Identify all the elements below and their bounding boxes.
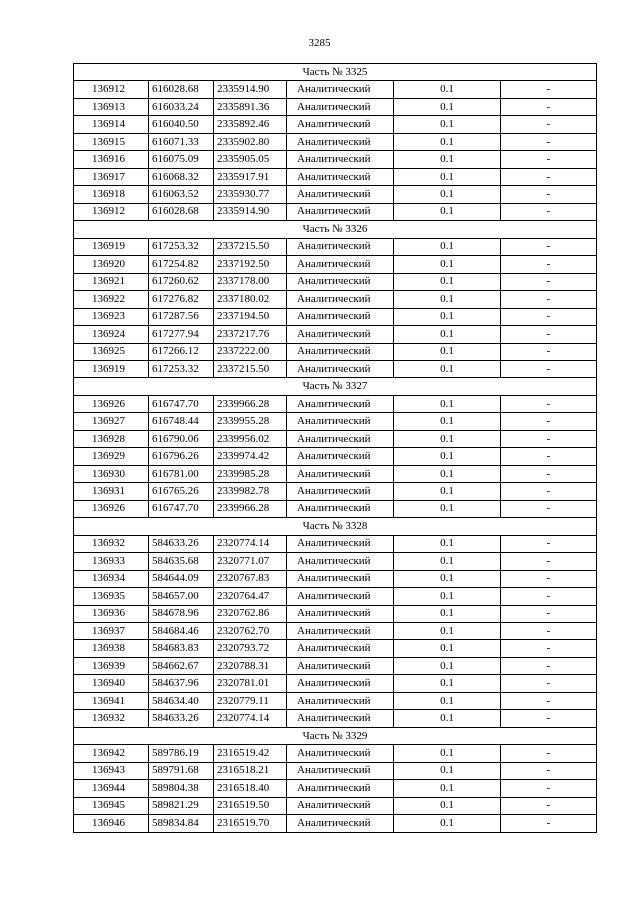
method-cell: Аналитический [287, 605, 394, 622]
x-coordinate-cell: 616747.70 [149, 500, 214, 517]
note-cell: - [501, 448, 597, 465]
x-coordinate-cell: 589821.29 [149, 797, 214, 814]
accuracy-cell: 0.1 [394, 762, 501, 779]
y-coordinate-cell: 2320762.70 [214, 623, 287, 640]
section-title: Часть № 3328 [74, 518, 597, 535]
section-header-row [74, 64, 597, 81]
x-coordinate-cell: 584684.46 [149, 623, 214, 640]
table-row [74, 657, 597, 674]
method-cell: Аналитический [287, 797, 394, 814]
x-coordinate-cell: 617253.32 [149, 238, 214, 255]
point-id-cell: 136929 [74, 448, 149, 465]
method-cell: Аналитический [287, 308, 394, 325]
y-coordinate-cell: 2316519.42 [214, 745, 287, 762]
method-cell: Аналитический [287, 623, 394, 640]
x-coordinate-cell: 616747.70 [149, 395, 214, 412]
method-cell: Аналитический [287, 657, 394, 674]
table-row [74, 238, 597, 255]
point-id-cell: 136931 [74, 483, 149, 500]
y-coordinate-cell: 2339956.02 [214, 430, 287, 447]
method-cell: Аналитический [287, 291, 394, 308]
y-coordinate-cell: 2339966.28 [214, 395, 287, 412]
accuracy-cell: 0.1 [394, 273, 501, 290]
table-row [74, 203, 597, 220]
table-row [74, 483, 597, 500]
y-coordinate-cell: 2316519.50 [214, 797, 287, 814]
note-cell: - [501, 762, 597, 779]
point-id-cell: 136926 [74, 395, 149, 412]
method-cell: Аналитический [287, 762, 394, 779]
table-row [74, 326, 597, 343]
note-cell: - [501, 570, 597, 587]
section-title: Часть № 3327 [74, 378, 597, 395]
accuracy-cell: 0.1 [394, 500, 501, 517]
method-cell: Аналитический [287, 535, 394, 552]
y-coordinate-cell: 2337215.50 [214, 238, 287, 255]
x-coordinate-cell: 616063.52 [149, 186, 214, 203]
x-coordinate-cell: 584657.00 [149, 588, 214, 605]
y-coordinate-cell: 2316518.40 [214, 780, 287, 797]
section-header-row [74, 518, 597, 535]
note-cell: - [501, 413, 597, 430]
y-coordinate-cell: 2320793.72 [214, 640, 287, 657]
x-coordinate-cell: 589786.19 [149, 745, 214, 762]
y-coordinate-cell: 2335891.36 [214, 98, 287, 115]
section-header-row [74, 727, 597, 744]
method-cell: Аналитический [287, 151, 394, 168]
y-coordinate-cell: 2335905.05 [214, 151, 287, 168]
x-coordinate-cell: 616068.32 [149, 168, 214, 185]
accuracy-cell: 0.1 [394, 623, 501, 640]
accuracy-cell: 0.1 [394, 553, 501, 570]
accuracy-cell: 0.1 [394, 710, 501, 727]
y-coordinate-cell: 2337192.50 [214, 256, 287, 273]
accuracy-cell: 0.1 [394, 151, 501, 168]
x-coordinate-cell: 584633.26 [149, 535, 214, 552]
accuracy-cell: 0.1 [394, 133, 501, 150]
method-cell: Аналитический [287, 98, 394, 115]
accuracy-cell: 0.1 [394, 291, 501, 308]
point-id-cell: 136937 [74, 623, 149, 640]
y-coordinate-cell: 2335914.90 [214, 81, 287, 98]
point-id-cell: 136935 [74, 588, 149, 605]
accuracy-cell: 0.1 [394, 780, 501, 797]
method-cell: Аналитический [287, 238, 394, 255]
note-cell: - [501, 745, 597, 762]
x-coordinate-cell: 584678.96 [149, 605, 214, 622]
accuracy-cell: 0.1 [394, 116, 501, 133]
point-id-cell: 136925 [74, 343, 149, 360]
accuracy-cell: 0.1 [394, 360, 501, 377]
x-coordinate-cell: 584683.83 [149, 640, 214, 657]
point-id-cell: 136934 [74, 570, 149, 587]
table-row [74, 535, 597, 552]
accuracy-cell: 0.1 [394, 238, 501, 255]
accuracy-cell: 0.1 [394, 605, 501, 622]
table-row [74, 675, 597, 692]
x-coordinate-cell: 617266.12 [149, 343, 214, 360]
y-coordinate-cell: 2335892.46 [214, 116, 287, 133]
method-cell: Аналитический [287, 500, 394, 517]
accuracy-cell: 0.1 [394, 745, 501, 762]
y-coordinate-cell: 2320788.31 [214, 657, 287, 674]
method-cell: Аналитический [287, 413, 394, 430]
method-cell: Аналитический [287, 116, 394, 133]
method-cell: Аналитический [287, 186, 394, 203]
x-coordinate-cell: 616796.26 [149, 448, 214, 465]
y-coordinate-cell: 2320774.14 [214, 535, 287, 552]
y-coordinate-cell: 2335917.91 [214, 168, 287, 185]
accuracy-cell: 0.1 [394, 395, 501, 412]
point-id-cell: 136915 [74, 133, 149, 150]
note-cell: - [501, 395, 597, 412]
point-id-cell: 136918 [74, 186, 149, 203]
note-cell: - [501, 692, 597, 709]
note-cell: - [501, 326, 597, 343]
y-coordinate-cell: 2337194.50 [214, 308, 287, 325]
point-id-cell: 136912 [74, 81, 149, 98]
accuracy-cell: 0.1 [394, 413, 501, 430]
table-row [74, 133, 597, 150]
table-row [74, 780, 597, 797]
point-id-cell: 136928 [74, 430, 149, 447]
y-coordinate-cell: 2320774.14 [214, 710, 287, 727]
accuracy-cell: 0.1 [394, 465, 501, 482]
table-row [74, 797, 597, 814]
section-title: Часть № 3329 [74, 727, 597, 744]
point-id-cell: 136930 [74, 465, 149, 482]
accuracy-cell: 0.1 [394, 326, 501, 343]
point-id-cell: 136938 [74, 640, 149, 657]
note-cell: - [501, 657, 597, 674]
method-cell: Аналитический [287, 395, 394, 412]
table-row [74, 360, 597, 377]
method-cell: Аналитический [287, 640, 394, 657]
y-coordinate-cell: 2320767.83 [214, 570, 287, 587]
method-cell: Аналитический [287, 710, 394, 727]
note-cell: - [501, 430, 597, 447]
method-cell: Аналитический [287, 570, 394, 587]
point-id-cell: 136916 [74, 151, 149, 168]
section-title: Часть № 3325 [74, 64, 597, 81]
y-coordinate-cell: 2320771.07 [214, 553, 287, 570]
table-row [74, 168, 597, 185]
accuracy-cell: 0.1 [394, 483, 501, 500]
point-id-cell: 136914 [74, 116, 149, 133]
y-coordinate-cell: 2337217.76 [214, 326, 287, 343]
table-row [74, 553, 597, 570]
accuracy-cell: 0.1 [394, 570, 501, 587]
note-cell: - [501, 623, 597, 640]
table-row [74, 343, 597, 360]
section-header-row [74, 221, 597, 238]
note-cell: - [501, 186, 597, 203]
accuracy-cell: 0.1 [394, 98, 501, 115]
y-coordinate-cell: 2320781.01 [214, 675, 287, 692]
x-coordinate-cell: 617260.62 [149, 273, 214, 290]
x-coordinate-cell: 616033.24 [149, 98, 214, 115]
accuracy-cell: 0.1 [394, 692, 501, 709]
method-cell: Аналитический [287, 588, 394, 605]
point-id-cell: 136920 [74, 256, 149, 273]
note-cell: - [501, 151, 597, 168]
coordinates-table [73, 63, 597, 833]
x-coordinate-cell: 616040.50 [149, 116, 214, 133]
x-coordinate-cell: 616781.00 [149, 465, 214, 482]
x-coordinate-cell: 617253.32 [149, 360, 214, 377]
note-cell: - [501, 133, 597, 150]
method-cell: Аналитический [287, 256, 394, 273]
note-cell: - [501, 815, 597, 832]
accuracy-cell: 0.1 [394, 448, 501, 465]
y-coordinate-cell: 2320779.11 [214, 692, 287, 709]
accuracy-cell: 0.1 [394, 675, 501, 692]
note-cell: - [501, 98, 597, 115]
point-id-cell: 136919 [74, 238, 149, 255]
accuracy-cell: 0.1 [394, 81, 501, 98]
y-coordinate-cell: 2335902.80 [214, 133, 287, 150]
note-cell: - [501, 203, 597, 220]
accuracy-cell: 0.1 [394, 343, 501, 360]
table-row [74, 623, 597, 640]
point-id-cell: 136926 [74, 500, 149, 517]
accuracy-cell: 0.1 [394, 168, 501, 185]
x-coordinate-cell: 584662.67 [149, 657, 214, 674]
note-cell: - [501, 360, 597, 377]
note-cell: - [501, 465, 597, 482]
section-title: Часть № 3326 [74, 221, 597, 238]
x-coordinate-cell: 617276.82 [149, 291, 214, 308]
page-number: 3285 [308, 37, 331, 49]
table-row [74, 448, 597, 465]
table-row [74, 692, 597, 709]
y-coordinate-cell: 2339982.78 [214, 483, 287, 500]
section-header-row [74, 378, 597, 395]
note-cell: - [501, 780, 597, 797]
y-coordinate-cell: 2320762.86 [214, 605, 287, 622]
note-cell: - [501, 168, 597, 185]
point-id-cell: 136923 [74, 308, 149, 325]
note-cell: - [501, 81, 597, 98]
point-id-cell: 136944 [74, 780, 149, 797]
method-cell: Аналитический [287, 430, 394, 447]
x-coordinate-cell: 616765.26 [149, 483, 214, 500]
method-cell: Аналитический [287, 483, 394, 500]
x-coordinate-cell: 616071.33 [149, 133, 214, 150]
table-row [74, 116, 597, 133]
y-coordinate-cell: 2337178.00 [214, 273, 287, 290]
point-id-cell: 136946 [74, 815, 149, 832]
method-cell: Аналитический [287, 203, 394, 220]
point-id-cell: 136917 [74, 168, 149, 185]
note-cell: - [501, 797, 597, 814]
y-coordinate-cell: 2339955.28 [214, 413, 287, 430]
x-coordinate-cell: 616028.68 [149, 81, 214, 98]
note-cell: - [501, 605, 597, 622]
x-coordinate-cell: 616075.09 [149, 151, 214, 168]
x-coordinate-cell: 617287.56 [149, 308, 214, 325]
point-id-cell: 136943 [74, 762, 149, 779]
point-id-cell: 136942 [74, 745, 149, 762]
table-row [74, 710, 597, 727]
note-cell: - [501, 343, 597, 360]
x-coordinate-cell: 584633.26 [149, 710, 214, 727]
table-row [74, 605, 597, 622]
table-row [74, 151, 597, 168]
y-coordinate-cell: 2335914.90 [214, 203, 287, 220]
note-cell: - [501, 710, 597, 727]
table-row [74, 291, 597, 308]
method-cell: Аналитический [287, 343, 394, 360]
x-coordinate-cell: 617254.82 [149, 256, 214, 273]
x-coordinate-cell: 584635.68 [149, 553, 214, 570]
table-row [74, 745, 597, 762]
table-row [74, 98, 597, 115]
x-coordinate-cell: 616790.06 [149, 430, 214, 447]
method-cell: Аналитический [287, 553, 394, 570]
note-cell: - [501, 483, 597, 500]
point-id-cell: 136924 [74, 326, 149, 343]
table-row [74, 815, 597, 832]
table-row [74, 308, 597, 325]
accuracy-cell: 0.1 [394, 535, 501, 552]
point-id-cell: 136921 [74, 273, 149, 290]
method-cell: Аналитический [287, 81, 394, 98]
point-id-cell: 136936 [74, 605, 149, 622]
x-coordinate-cell: 584637.96 [149, 675, 214, 692]
table-row [74, 640, 597, 657]
method-cell: Аналитический [287, 780, 394, 797]
point-id-cell: 136932 [74, 710, 149, 727]
point-id-cell: 136945 [74, 797, 149, 814]
y-coordinate-cell: 2337222.00 [214, 343, 287, 360]
accuracy-cell: 0.1 [394, 203, 501, 220]
method-cell: Аналитический [287, 465, 394, 482]
point-id-cell: 136912 [74, 203, 149, 220]
accuracy-cell: 0.1 [394, 588, 501, 605]
point-id-cell: 136919 [74, 360, 149, 377]
accuracy-cell: 0.1 [394, 430, 501, 447]
note-cell: - [501, 588, 597, 605]
x-coordinate-cell: 616028.68 [149, 203, 214, 220]
note-cell: - [501, 256, 597, 273]
x-coordinate-cell: 589804.38 [149, 780, 214, 797]
note-cell: - [501, 675, 597, 692]
accuracy-cell: 0.1 [394, 256, 501, 273]
x-coordinate-cell: 589834.84 [149, 815, 214, 832]
table-row [74, 395, 597, 412]
note-cell: - [501, 640, 597, 657]
y-coordinate-cell: 2339974.42 [214, 448, 287, 465]
note-cell: - [501, 553, 597, 570]
note-cell: - [501, 238, 597, 255]
note-cell: - [501, 291, 597, 308]
method-cell: Аналитический [287, 326, 394, 343]
y-coordinate-cell: 2337180.02 [214, 291, 287, 308]
accuracy-cell: 0.1 [394, 815, 501, 832]
method-cell: Аналитический [287, 273, 394, 290]
accuracy-cell: 0.1 [394, 186, 501, 203]
point-id-cell: 136940 [74, 675, 149, 692]
note-cell: - [501, 308, 597, 325]
method-cell: Аналитический [287, 168, 394, 185]
table-row [74, 413, 597, 430]
accuracy-cell: 0.1 [394, 308, 501, 325]
method-cell: Аналитический [287, 815, 394, 832]
note-cell: - [501, 116, 597, 133]
point-id-cell: 136913 [74, 98, 149, 115]
method-cell: Аналитический [287, 448, 394, 465]
method-cell: Аналитический [287, 745, 394, 762]
point-id-cell: 136941 [74, 692, 149, 709]
method-cell: Аналитический [287, 675, 394, 692]
note-cell: - [501, 273, 597, 290]
point-id-cell: 136927 [74, 413, 149, 430]
y-coordinate-cell: 2337215.50 [214, 360, 287, 377]
x-coordinate-cell: 616748.44 [149, 413, 214, 430]
table-row [74, 762, 597, 779]
note-cell: - [501, 535, 597, 552]
table-row [74, 465, 597, 482]
accuracy-cell: 0.1 [394, 797, 501, 814]
table-row [74, 588, 597, 605]
y-coordinate-cell: 2339966.28 [214, 500, 287, 517]
x-coordinate-cell: 584634.40 [149, 692, 214, 709]
point-id-cell: 136922 [74, 291, 149, 308]
point-id-cell: 136932 [74, 535, 149, 552]
accuracy-cell: 0.1 [394, 657, 501, 674]
y-coordinate-cell: 2316519.70 [214, 815, 287, 832]
table-row [74, 256, 597, 273]
table-row [74, 430, 597, 447]
table-row [74, 186, 597, 203]
y-coordinate-cell: 2335930.77 [214, 186, 287, 203]
y-coordinate-cell: 2320764.47 [214, 588, 287, 605]
method-cell: Аналитический [287, 360, 394, 377]
x-coordinate-cell: 617277.94 [149, 326, 214, 343]
note-cell: - [501, 500, 597, 517]
point-id-cell: 136933 [74, 553, 149, 570]
table-row [74, 273, 597, 290]
point-id-cell: 136939 [74, 657, 149, 674]
method-cell: Аналитический [287, 692, 394, 709]
table-row [74, 570, 597, 587]
method-cell: Аналитический [287, 133, 394, 150]
table-row [74, 500, 597, 517]
x-coordinate-cell: 584644.09 [149, 570, 214, 587]
y-coordinate-cell: 2339985.28 [214, 465, 287, 482]
y-coordinate-cell: 2316518.21 [214, 762, 287, 779]
accuracy-cell: 0.1 [394, 640, 501, 657]
table-row [74, 81, 597, 98]
x-coordinate-cell: 589791.68 [149, 762, 214, 779]
